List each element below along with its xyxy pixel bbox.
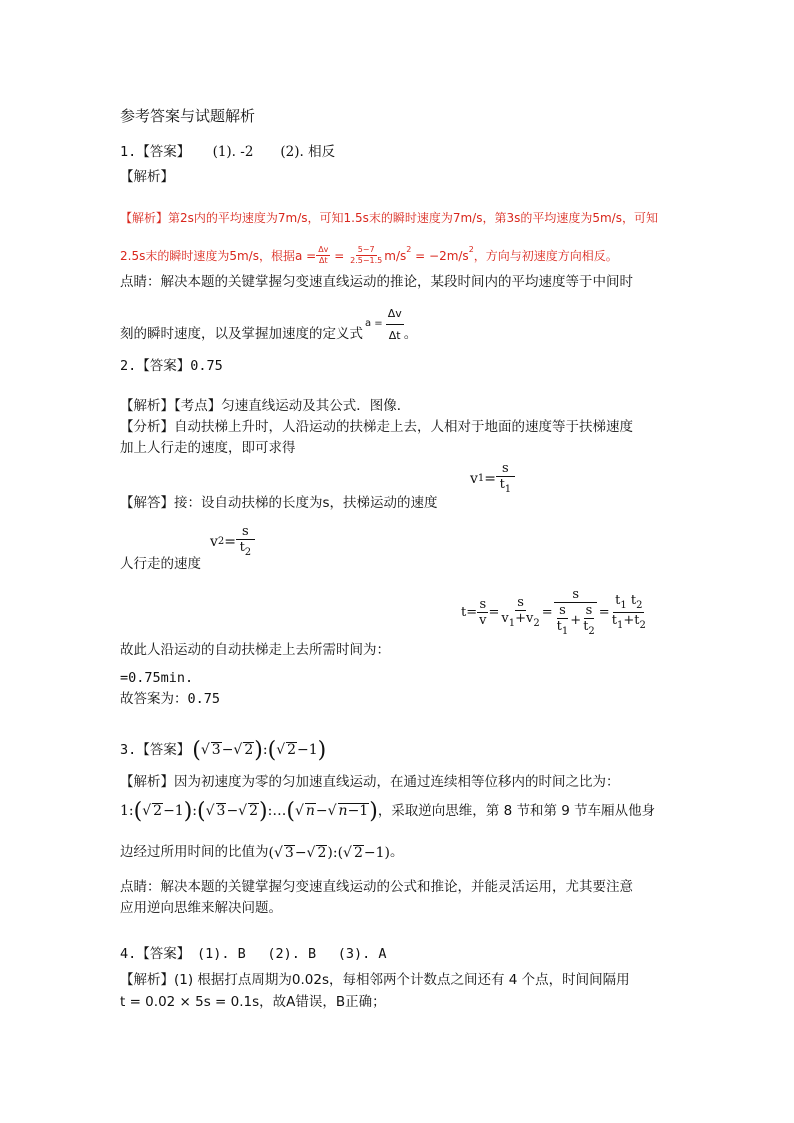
- q2-jieda: 【解答】接：设自动扶梯的长度为s，扶梯运动的速度: [120, 495, 438, 511]
- q3-ratio-tail: ，采取逆向思维，第 8 节和第 9 节车厢从他身: [377, 803, 656, 820]
- q1-def-end: 。: [403, 325, 418, 342]
- q1-label: 1.【答案】: [120, 144, 191, 160]
- q3-ratio-expr: 1:(√ 2−1):(√ 3−√ 2):…(√ n−√ n−1): [120, 799, 378, 824]
- q2-kaodian: 【解析】【考点】匀速直线运动及其公式．图像．: [120, 398, 411, 414]
- q3-line3-end: 。: [389, 843, 404, 860]
- q1-point-line2: [120, 308, 417, 341]
- q3-answer: [120, 740, 326, 762]
- q1-red-eq: =: [330, 248, 349, 263]
- q1-def-num: Δv: [386, 308, 404, 325]
- q2-v1-sub: 1: [477, 472, 485, 484]
- q2-v1-eq: =: [484, 470, 497, 487]
- q2-t-eq4: =: [598, 605, 610, 620]
- q4-answer: 4.【答案】 (1). B (2). B (3). A: [120, 946, 387, 962]
- q2-v1-num: s: [496, 462, 515, 477]
- q2-t-eq3: =: [541, 605, 553, 620]
- q2-v1: v: [470, 470, 478, 487]
- q2-answer: 2.【答案】0.75: [120, 358, 223, 374]
- q2-fenxi1: 【分析】自动扶梯上升时，人沿运动的扶梯走上去，人相对于地面的速度等于扶梯速度: [120, 419, 633, 435]
- q1-red-frac2-num: 5−7: [357, 245, 375, 254]
- q1-red-frac1-num: Δv: [318, 245, 329, 254]
- q1-red-unit: m/s: [384, 248, 407, 263]
- q3-label: 3.【答案】: [120, 742, 191, 759]
- q1-red-frac2: [348, 246, 384, 265]
- q2-v2-frac: [236, 525, 255, 558]
- q2-t-frac3: s $\frac{s}{t_1}$ + $\frac{s}{t_2}$: [553, 588, 599, 637]
- q1-red-frac1: [316, 246, 330, 265]
- q1-def-frac: [386, 308, 404, 341]
- q1-red-text-d: ，方向与初速度方向相反。: [473, 248, 618, 263]
- q1-point-line1: 点睛：解决本题的关键掌握匀变速直线运动的推论，某段时间内的平均速度等于中间时: [120, 274, 633, 290]
- q2-formula-t: [461, 588, 648, 637]
- q1-red-sup1: 2: [406, 245, 412, 254]
- q1-answer-label: [120, 146, 335, 160]
- q3-line3-text: 边经过所用时间的比值为: [120, 843, 269, 860]
- q2-v2-eq: =: [224, 533, 237, 550]
- q3-analysis: 【解析】因为初速度为零的匀加速直线运动，在通过连续相等位移内的时间之比为：: [120, 774, 620, 790]
- q2-v2-num: s: [236, 525, 255, 540]
- q1-def-den: Δt: [388, 329, 401, 342]
- q2-fenxi2: 加上人行走的速度，即可求得: [120, 440, 296, 456]
- q2-t-frac2: $\frac{s}{v_1+v_2}$: [501, 595, 540, 629]
- q2-therefore: 故此人沿运动的自动扶梯走上去所需时间为：: [120, 642, 390, 658]
- q2-formula-v1: [470, 462, 515, 495]
- q2-t-frac1: $\frac{s}{v}$: [479, 597, 487, 628]
- q2-final: 故答案为：0.75: [120, 691, 221, 707]
- q1-red-text-a: 2.5s末的瞬时速度为5m/s，根据a =: [120, 248, 317, 263]
- q1-analysis-label: 【解析】: [120, 169, 174, 185]
- q3-line3: [120, 845, 403, 860]
- q2-formula-v2: [210, 525, 255, 558]
- q2-v2-den: $t_2$: [239, 540, 252, 558]
- q1-def-a: a =: [365, 318, 383, 329]
- q3-point2: 应用逆向思维来解决问题。: [120, 900, 282, 916]
- q1-red-result: = −2m/s: [411, 248, 469, 263]
- q1-red-line1: 【解析】第2s内的平均速度为7m/s，可知1.5s末的瞬时速度为7m/s，第3s的平均速度为5m/s，可知: [120, 211, 658, 225]
- q1-red-frac1-den: Δt: [318, 256, 328, 265]
- q3-ratio-line: [120, 801, 655, 823]
- q2-walk: 人行走的速度: [120, 556, 201, 572]
- q1-point-text: 刻的瞬时速度，以及掌握加速度的定义式: [120, 325, 363, 342]
- q4-analysis2: t = 0.02 × 5s = 0.1s，故A错误，B正确；: [120, 994, 386, 1010]
- q1-answer: (1). -2 (2). 相反: [212, 144, 336, 160]
- q3-answer-expr: (√ 3−√ 2):(√ 2−1): [192, 738, 327, 763]
- q2-t-frac4: $\frac{t_1 t_2}{t_1+t_2}$: [611, 593, 646, 631]
- q1-red-sup2: 2: [468, 245, 474, 254]
- q3-line3-expr: (√ 3−√ 2):(√ 2−1): [268, 845, 390, 861]
- q2-t-eq: t=: [461, 605, 478, 620]
- q2-t-eq2: =: [488, 605, 500, 620]
- q2-v2: v: [210, 533, 218, 550]
- q2-v2-sub: 2: [217, 535, 225, 547]
- q1-red-line2: [120, 246, 618, 265]
- q2-v1-frac: [496, 462, 515, 495]
- q1-red-frac2-den: 2.5−1.5: [350, 256, 383, 265]
- page-title: 参考答案与试题解析: [120, 107, 256, 125]
- q3-point1: 点睛：解决本题的关键掌握匀变速直线运动的公式和推论，并能灵活运用，尤其要注意: [120, 879, 633, 895]
- q4-analysis1: 【解析】(1) 根据打点周期为0.02s，每相邻两个计数点之间还有 4 个点，时间间隔用: [120, 972, 630, 988]
- q2-result: =0.75min.: [120, 670, 194, 686]
- q2-v1-den: $t_1$: [499, 477, 512, 495]
